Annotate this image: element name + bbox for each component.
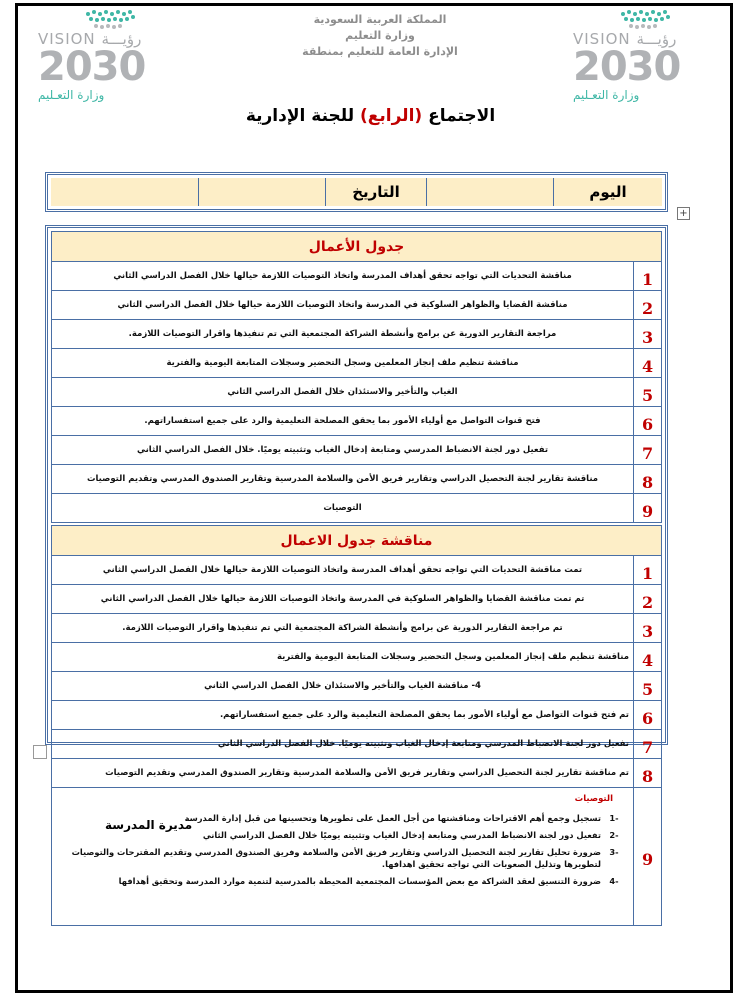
row-number: 4: [633, 349, 661, 377]
discussion-items: [51, 556, 662, 788]
agenda-row: [51, 465, 662, 494]
row-text: مناقشة تقارير لجنة التحصيل الدراسي وتقارير فريق الأمن والسلامة المدرسية وتقارير الصندوق المدرسي وتقديم التوصيات: [86, 474, 599, 484]
signature-label: مديرة المدرسة: [105, 818, 193, 832]
recommendation-item: -3 ضرورة تحليل تقارير لجنة التحصيل الدراسي وتقارير فريق الأمن والسلامة وفريق الصندوق المدرسي وتقديم المقترحات والتوصيات لتطويرها وتذليل الصعوبات التي تواجه تحقيق اهدافها.: [71, 847, 619, 869]
agenda-row: [51, 320, 662, 349]
discussion-row: [51, 614, 662, 643]
row-text: مناقشة التحديات التي تواجه تحقق أهداف المدرسة واتخاذ التوصيات اللازمة حيالها خلال الفصل الدراسي الثاني: [113, 271, 572, 281]
row-text: تمت مناقشة التحديات التي تواجه تحقق أهداف المدرسة واتخاذ التوصيات اللازمة حيالها خلال الفصل الدراسي الثاني: [102, 565, 583, 575]
discussion-row: [51, 643, 662, 672]
header-text: [285, 12, 475, 60]
row-number: 5: [633, 672, 661, 700]
title-meeting: الاجتماع: [428, 106, 496, 126]
row-number: 6: [633, 701, 661, 729]
header-kingdom: المملكة العربية السعودية: [313, 13, 447, 26]
dots-pattern-icon: [78, 8, 148, 32]
agenda-row: [51, 494, 662, 523]
logo-vision-text: VISION رؤيـــة: [573, 30, 677, 48]
discussion-row: [51, 556, 662, 585]
header-ministry: وزارة التعليم: [345, 29, 415, 42]
agenda-items: [51, 262, 662, 523]
title-committee: للجنة الإدارية: [245, 106, 355, 126]
discussion-row: [51, 759, 662, 788]
row-number: 8: [633, 759, 661, 787]
recommendations-cell: [52, 788, 633, 925]
discussion-title: مناقشة جدول الاعمال: [51, 525, 662, 556]
meeting-title: [0, 106, 741, 126]
agenda-row: [51, 436, 662, 465]
row-number: 9: [633, 494, 661, 522]
recommendations-heading: التوصيات: [574, 794, 613, 804]
row-number: 9: [633, 788, 661, 925]
header-directorate: الإدارة العامة للتعليم بمنطقة: [302, 45, 458, 58]
logo-year: 2030: [573, 44, 681, 90]
row-number: 1: [633, 556, 661, 584]
date-table: [45, 172, 668, 212]
row-number: 2: [633, 585, 661, 613]
row-number: 3: [633, 614, 661, 642]
row-text: تفعيل دور لجنة الانضباط المدرسي ومتابعة إدخال الغياب وتثبيته يوميًا. خلال الفصل الدراسي الثاني: [136, 445, 549, 455]
logo-ministry: وزارة التعـليم: [38, 88, 105, 102]
row-number: 5: [633, 378, 661, 406]
vision-2030-logo-left: [38, 8, 168, 102]
recommendation-item: -2 تفعيل دور لجنة الانضباط المدرسي ومتابعة إدخال الغياب وتثبيته يوميًا خلال الفصل الدراسي الثاني: [202, 830, 619, 840]
vision-2030-logo-right: [573, 8, 703, 102]
agenda-row: [51, 262, 662, 291]
row-number: 2: [633, 291, 661, 319]
row-text: التوصيات: [323, 503, 362, 513]
row-text: تم مناقشة تقارير لجنة التحصيل الدراسي وتقارير فريق الأمن والسلامة المدرسية وتقارير الصندوق المدرسي وتقديم التوصيات: [105, 768, 629, 778]
day-value[interactable]: [426, 178, 553, 206]
row-number: 8: [633, 465, 661, 493]
row-text: مناقشة تنظيم ملف إنجاز المعلمين وسجل التحضير وسجلات المتابعة اليومية والفترية: [277, 652, 629, 662]
date-label: التاريخ: [325, 178, 426, 206]
logo-vision-text: VISION رؤيـــة: [38, 30, 142, 48]
row-number: 3: [633, 320, 661, 348]
row-text: تم فتح قنوات التواصل مع أولياء الأمور بما يحقق المصلحة التعليمية والرد على جميع استفساراتهم.: [219, 710, 629, 720]
agenda-row: [51, 349, 662, 378]
empty-cell[interactable]: [51, 178, 198, 206]
row-text: الغياب والتأخير والاستئذان خلال الفصل الدراسي الثاني: [227, 387, 458, 397]
day-label: اليوم: [553, 178, 662, 206]
row-text: تفعيل دور لجنة الانضباط المدرسي ومتابعة إدخال الغياب وتثبيته يوميًا. خلال الفصل الدراسي الثاني: [217, 739, 629, 749]
row-text: فتح قنوات التواصل مع أولياء الأمور بما يحقق المصلحة التعليمية والرد على جميع استفساراتهم.: [144, 416, 541, 426]
recommendation-item: -4 ضرورة التنسيق لعقد الشراكة مع بعض المؤسسات المجتمعية المحيطة بالمدرسية لتنمية موارد المدرسة وتحقيق أهدافها: [118, 876, 619, 886]
recommendation-item: -1 تسجيل وجمع أهم الاقتراحات ومناقشتها من أجل العمل على تطويرها وتحسينها من قبل إدارة المدرسة: [184, 813, 619, 823]
row-text: تم تمت مناقشة القضايا والظواهر السلوكية في المدرسة واتخاذ التوصيات اللازمة حيالها خلال الفصل الدراسي الثاني: [100, 594, 585, 604]
agenda-title: جدول الأعمال: [51, 231, 662, 262]
row-text: مناقشة القضايا والظواهر السلوكية في المدرسة واتخاذ التوصيات اللازمة حيالها خلال الفصل الدراسي الثاني: [117, 300, 568, 310]
row-text: 4- مناقشة الغياب والتأخير والاستئذان خلال الفصل الدراسي الثاني: [204, 681, 481, 691]
table-move-handle-icon[interactable]: +: [677, 207, 690, 220]
row-text: مراجعة التقارير الدورية عن برامج وأنشطة الشراكة المجتمعية التي تم تنفيذها واقرار التوصيات اللازمة.: [128, 329, 557, 339]
row-number: 6: [633, 407, 661, 435]
title-ordinal: (الرابع): [360, 106, 423, 126]
discussion-row: [51, 672, 662, 701]
row-number: 1: [633, 262, 661, 290]
logo-ministry: وزارة التعـليم: [573, 88, 640, 102]
text-box-handle[interactable]: [33, 745, 47, 759]
row-number: 4: [633, 643, 661, 671]
logo-year: 2030: [38, 44, 146, 90]
agenda-row: [51, 378, 662, 407]
discussion-row: [51, 701, 662, 730]
row-number: 7: [633, 436, 661, 464]
agenda-row: [51, 407, 662, 436]
row-text: تم مراجعة التقارير الدورية عن برامج وأنشطة الشراكة المجتمعية التي تم تنفيذها واقرار التوصيات اللازمة.: [122, 623, 563, 633]
agenda-row: [51, 291, 662, 320]
recommendations-row: [51, 788, 662, 926]
discussion-row: [51, 585, 662, 614]
dots-pattern-icon: [613, 8, 683, 32]
row-text: مناقشة تنظيم ملف إنجاز المعلمين وسجل التحضير وسجلات المتابعة اليومية والفترية: [166, 358, 519, 368]
date-value[interactable]: [198, 178, 325, 206]
discussion-row: [51, 730, 662, 759]
row-number: 7: [633, 730, 661, 758]
